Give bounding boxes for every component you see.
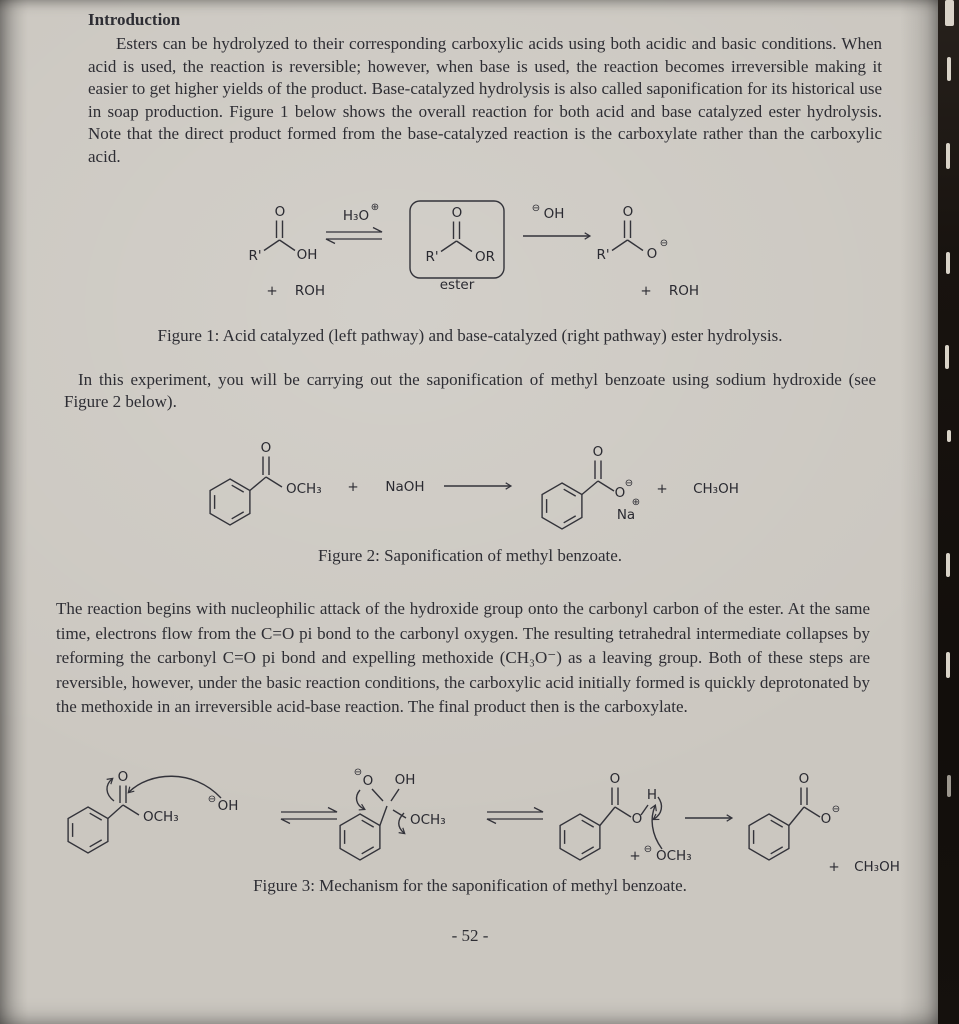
minus-charge: ⊖ — [643, 844, 653, 855]
carboxylate-structure — [596, 204, 699, 299]
mechanism-paragraph: The reaction begins with nucleophilic attack of the hydroxide group onto the carbonyl carbon of the ester. At the same time, electrons flow from the C=O pi bond to the carbonyl oxygen. The resulting tetrahedral intermediate collapses by reforming the carbonyl C=O pi bond and expelling methoxide (CH₃O⁻) as a leaving group. Both of these steps are reversible, however, under the basic reaction conditions, the carboxylic acid initially formed is quickly deprotonated by the methoxide in an irreversible acid-base reaction. The final product then is the carboxylate. — [56, 599, 870, 717]
figure2-reaction-scheme — [190, 436, 770, 550]
carbonyl-oxygen-label: O — [117, 769, 129, 785]
hydroxyl-label: OH — [394, 772, 416, 788]
plus-sign: + — [828, 859, 840, 875]
carboxylate-o-label: O — [614, 485, 626, 501]
benzoic-acid-structure — [560, 771, 692, 864]
or-label: OR — [474, 249, 496, 265]
carboxylate-o-label: O — [820, 811, 832, 827]
page-edge-highlight — [946, 652, 950, 678]
page-edge-highlight — [946, 252, 950, 274]
roh-label: ROH — [668, 283, 700, 299]
benzene-ring — [68, 807, 108, 853]
plus-charge: ⊕ — [370, 202, 380, 213]
acidic-h-label: H — [646, 787, 658, 803]
hydroxide-label: OH — [543, 206, 565, 222]
methoxy-label: OCH₃ — [286, 481, 322, 497]
minus-charge: ⊖ — [353, 767, 363, 778]
page-edge-highlight — [947, 775, 951, 797]
figure1-caption: Figure 1: Acid catalyzed (left pathway) and base-catalyzed (right pathway) ester hydrolysis. — [157, 326, 783, 345]
minus-charge: ⊖ — [831, 804, 841, 815]
hydroxyl-label: OH — [296, 247, 318, 263]
alkoxide-o-label: O — [362, 773, 374, 789]
benzene-ring — [542, 483, 582, 529]
ester-structure — [410, 201, 504, 293]
acid-equilibrium — [326, 202, 382, 244]
hydroxide-label: OH — [217, 798, 239, 814]
figure3-mechanism-scheme — [55, 758, 905, 885]
figure2-caption: Figure 2: Saponification of methyl benzoate. — [317, 546, 623, 565]
benzene-ring — [340, 814, 380, 860]
plus-charge: ⊕ — [631, 497, 641, 508]
naoh-label: NaOH — [385, 479, 425, 495]
book-edge — [938, 0, 959, 1024]
section-heading: Introduction — [88, 10, 181, 29]
minus-charge: ⊖ — [624, 478, 634, 489]
methanol-label: CH₃OH — [854, 859, 900, 875]
methyl-benzoate-structure — [210, 440, 322, 525]
plus-sign: + — [640, 283, 652, 299]
plus-sign: + — [266, 283, 278, 299]
carbonyl-oxygen-label: O — [592, 444, 604, 460]
equilibrium-arrows — [281, 808, 337, 824]
plus-sign: + — [629, 848, 641, 864]
tetrahedral-intermediate-structure — [340, 767, 446, 860]
figure3-caption: Figure 3: Mechanism for the saponification of methyl benzoate. — [253, 876, 687, 895]
r-prime-label: R' — [425, 249, 439, 265]
page-edge-highlight — [947, 430, 951, 442]
minus-charge: ⊖ — [207, 794, 217, 805]
roh-label: ROH — [294, 283, 326, 299]
carbonyl-oxygen-label: O — [622, 204, 634, 220]
minus-charge: ⊖ — [659, 238, 669, 249]
page-number: - 52 - — [451, 926, 489, 945]
methoxide-label: OCH₃ — [656, 848, 692, 864]
carbonyl-oxygen-label: O — [798, 771, 810, 787]
benzoate-product-structure — [749, 771, 900, 875]
hydroxyl-o-label: O — [631, 811, 643, 827]
plus-sign: + — [347, 479, 359, 495]
hydronium-label: H₃O — [342, 208, 370, 224]
carboxylate-o-label: O — [646, 246, 658, 262]
methoxy-label: OCH₃ — [410, 812, 446, 828]
carbonyl-oxygen-label: O — [451, 205, 463, 221]
carbonyl-oxygen-label: O — [260, 440, 272, 456]
benzene-ring — [210, 479, 250, 525]
intro-paragraph: Esters can be hydrolyzed to their corresponding carboxylic acids using both acidic and basic conditions. When acid is used, the reaction is reversible; however, when base is used, the reaction becomes irreversible making it easier to get higher yields of the product. Base-catalyzed hydrolysis is also called saponification for its historical use in soap production. Figure 1 below shows the overall reaction for both acid and base catalyzed ester hydrolysis. Note that the direct product formed from the base-catalyzed reaction is the carboxylate rather than the carboxylic acid. — [88, 34, 882, 166]
pi-electron-arrow — [107, 779, 114, 801]
minus-charge: ⊖ — [531, 203, 541, 214]
page-edge-highlight — [945, 345, 949, 369]
page-edge-highlight — [947, 57, 951, 81]
page-edge-highlight — [946, 143, 950, 169]
page-edge-highlight — [945, 0, 954, 26]
figure1-reaction-scheme — [240, 196, 710, 308]
carbonyl-oxygen-label: O — [274, 204, 286, 220]
equilibrium-arrows — [487, 808, 543, 824]
r-prime-label: R' — [596, 247, 610, 263]
page-edge-highlight — [946, 553, 950, 577]
reform-pi-arrow — [357, 790, 364, 809]
benzene-ring — [749, 814, 789, 860]
plus-sign: + — [656, 481, 668, 497]
methyl-benzoate-attack-structure — [68, 769, 238, 853]
methoxy-label: OCH₃ — [143, 809, 179, 825]
r-prime-label: R' — [248, 248, 262, 264]
benzene-ring — [560, 814, 600, 860]
sodium-benzoate-structure — [542, 444, 640, 529]
base-hydrolysis-arrow — [523, 203, 589, 236]
ester-caption: ester — [439, 277, 475, 293]
sodium-label: Na — [616, 507, 636, 523]
carboxylic-acid-structure — [248, 204, 325, 299]
experiment-paragraph: In this experiment, you will be carrying out the saponification of methyl benzoate using sodium hydroxide (see Figure 2 below). — [64, 370, 876, 411]
methanol-label: CH₃OH — [693, 481, 739, 497]
carbonyl-oxygen-label: O — [609, 771, 621, 787]
equilibrium-arrows — [326, 228, 382, 244]
